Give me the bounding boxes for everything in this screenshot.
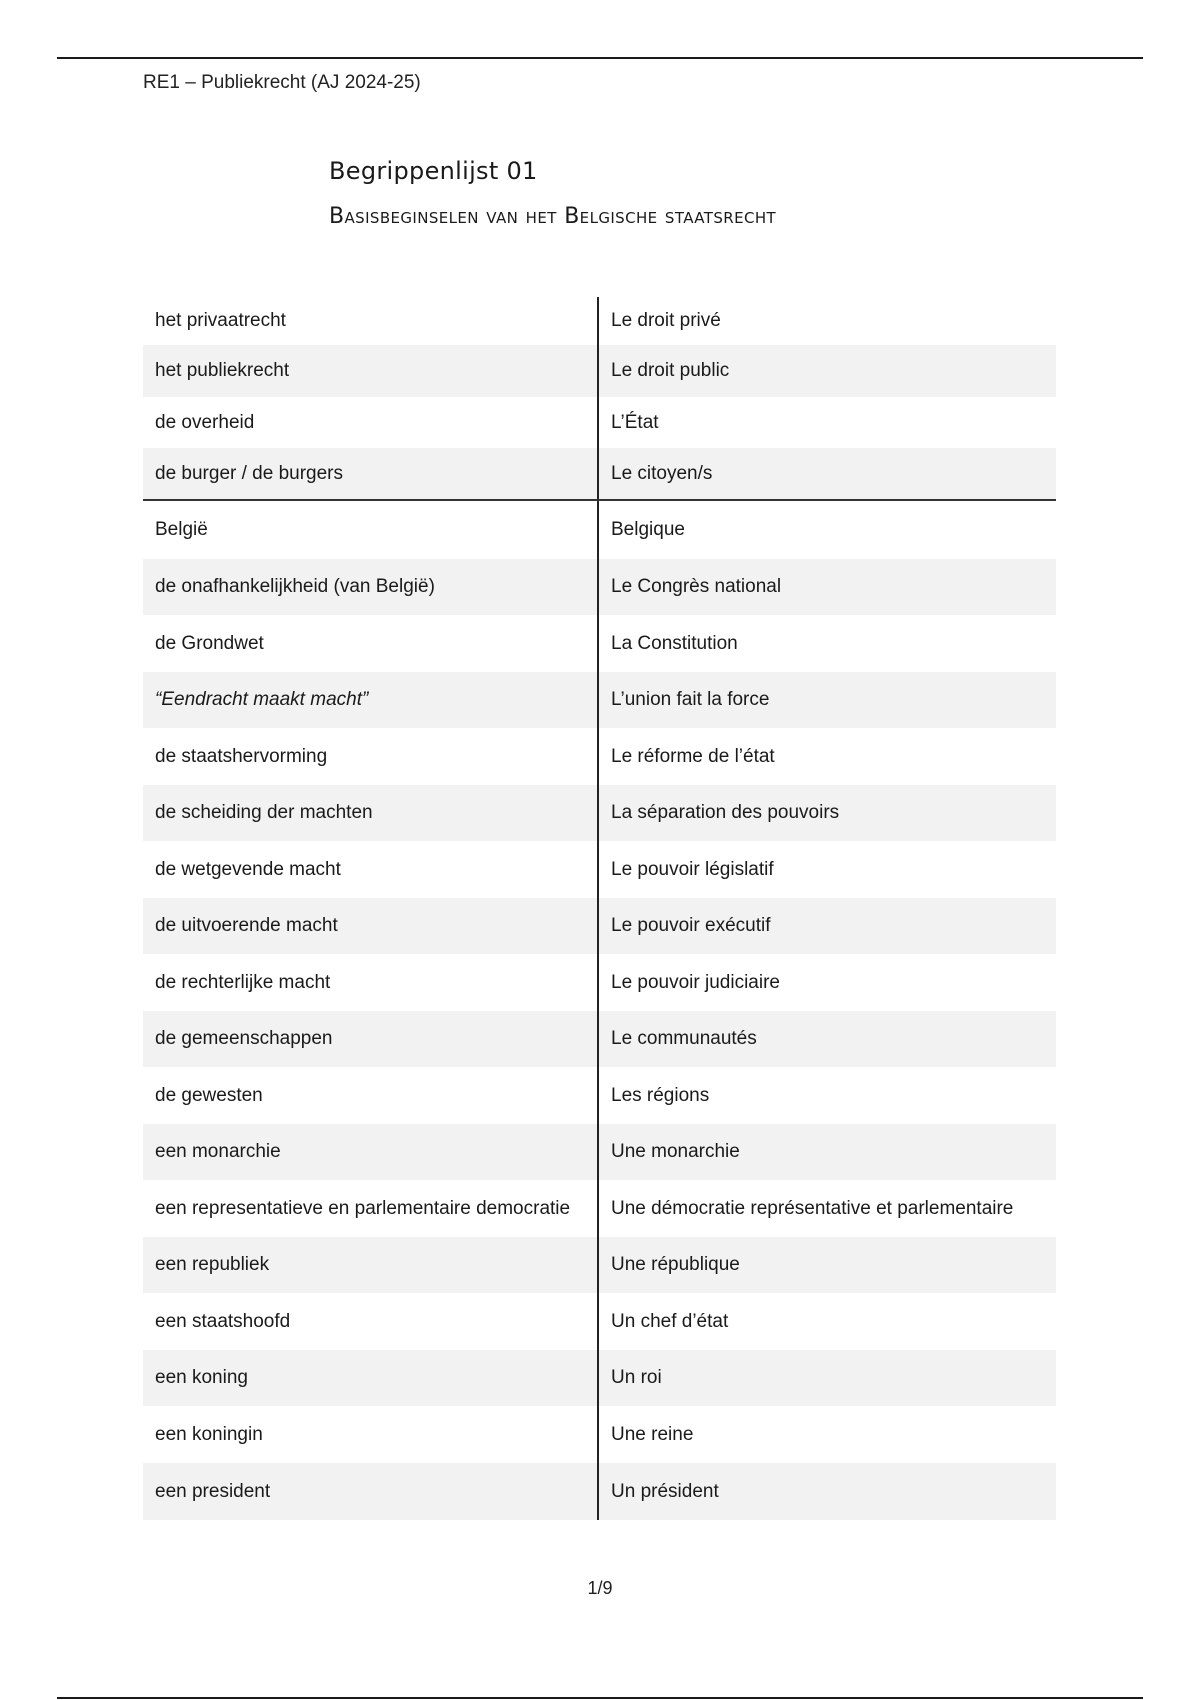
term-dutch: de staatshervorming [143,728,599,785]
term-dutch: de rechterlijke macht [143,954,599,1011]
term-french: Les régions [611,1084,710,1106]
table-row [143,448,1056,501]
term-dutch: de uitvoerende macht [143,898,599,954]
term-dutch: een monarchie [143,1124,599,1180]
term-dutch: “Eendracht maakt macht” [143,672,599,728]
table-row [143,1406,1056,1463]
term-dutch: de gewesten [143,1067,599,1124]
term-french: Le pouvoir judiciaire [611,971,780,993]
footer-rule [57,1697,1143,1699]
table-row [143,1124,1056,1180]
running-header: RE1 – Publiekrecht (AJ 2024-25) [143,72,421,93]
table-row [143,1067,1056,1124]
table-row [143,898,1056,954]
term-french: Le citoyen/s [611,462,713,484]
term-dutch: de Grondwet [143,615,599,672]
term-french: Un roi [611,1367,662,1388]
table-row [143,672,1056,728]
glossary-table [143,297,1056,1520]
table-row [143,1011,1056,1067]
term-dutch: een representatieve en parlementaire democratie [143,1180,599,1237]
term-dutch: een republiek [143,1237,599,1293]
table-row [143,1463,1056,1520]
term-dutch: het privaatrecht [143,297,599,345]
term-dutch: de onafhankelijkheid (van België) [143,559,599,615]
term-french: Le Congrès national [611,576,782,597]
term-french: Une reine [611,1423,694,1445]
term-french: Une république [611,1254,740,1275]
term-dutch: de overheid [143,397,599,448]
term-french: La séparation des pouvoirs [611,802,840,823]
table-row [143,559,1056,615]
term-french: Le droit privé [611,310,721,331]
term-french: Une monarchie [611,1141,740,1162]
term-dutch: een koningin [143,1406,599,1463]
term-dutch: de scheiding der machten [143,785,599,841]
table-row [143,841,1056,898]
page-title: Begrippenlijst 01 [329,157,538,185]
term-french: L’union fait la force [611,689,770,710]
term-dutch: het publiekrecht [143,345,599,397]
table-row [143,1293,1056,1350]
term-dutch: een koning [143,1350,599,1406]
table-row [143,1237,1056,1293]
term-french: L’État [611,411,659,433]
term-french: Le communautés [611,1028,757,1049]
term-dutch: België [143,501,599,559]
term-french: Le pouvoir législatif [611,858,774,880]
term-french: Le pouvoir exécutif [611,915,771,936]
term-french: Le réforme de l’état [611,745,775,767]
table-row [143,501,1056,559]
term-dutch: de wetgevende macht [143,841,599,898]
term-french: Un chef d’état [611,1310,729,1332]
table-row [143,1180,1056,1237]
table-row [143,785,1056,841]
table-row [143,345,1056,397]
page-number: 1/9 [587,1578,613,1598]
table-row [143,297,1056,345]
term-dutch: een president [143,1463,599,1520]
term-dutch: de burger / de burgers [143,448,599,499]
table-row [143,397,1056,448]
term-french: Belgique [611,519,685,540]
table-row [143,954,1056,1011]
term-dutch: een staatshoofd [143,1293,599,1350]
term-french: La Constitution [611,632,738,654]
term-french: Le droit public [611,360,730,381]
header-rule [57,57,1143,59]
term-french: Une démocratie représentative et parlementaire [611,1197,1014,1219]
term-french: Un président [611,1480,719,1502]
table-row [143,1350,1056,1406]
table-row [143,728,1056,785]
page-subtitle: Basisbeginselen van het Belgische staatsrecht [329,204,777,229]
term-dutch: de gemeenschappen [143,1011,599,1067]
table-row [143,615,1056,672]
